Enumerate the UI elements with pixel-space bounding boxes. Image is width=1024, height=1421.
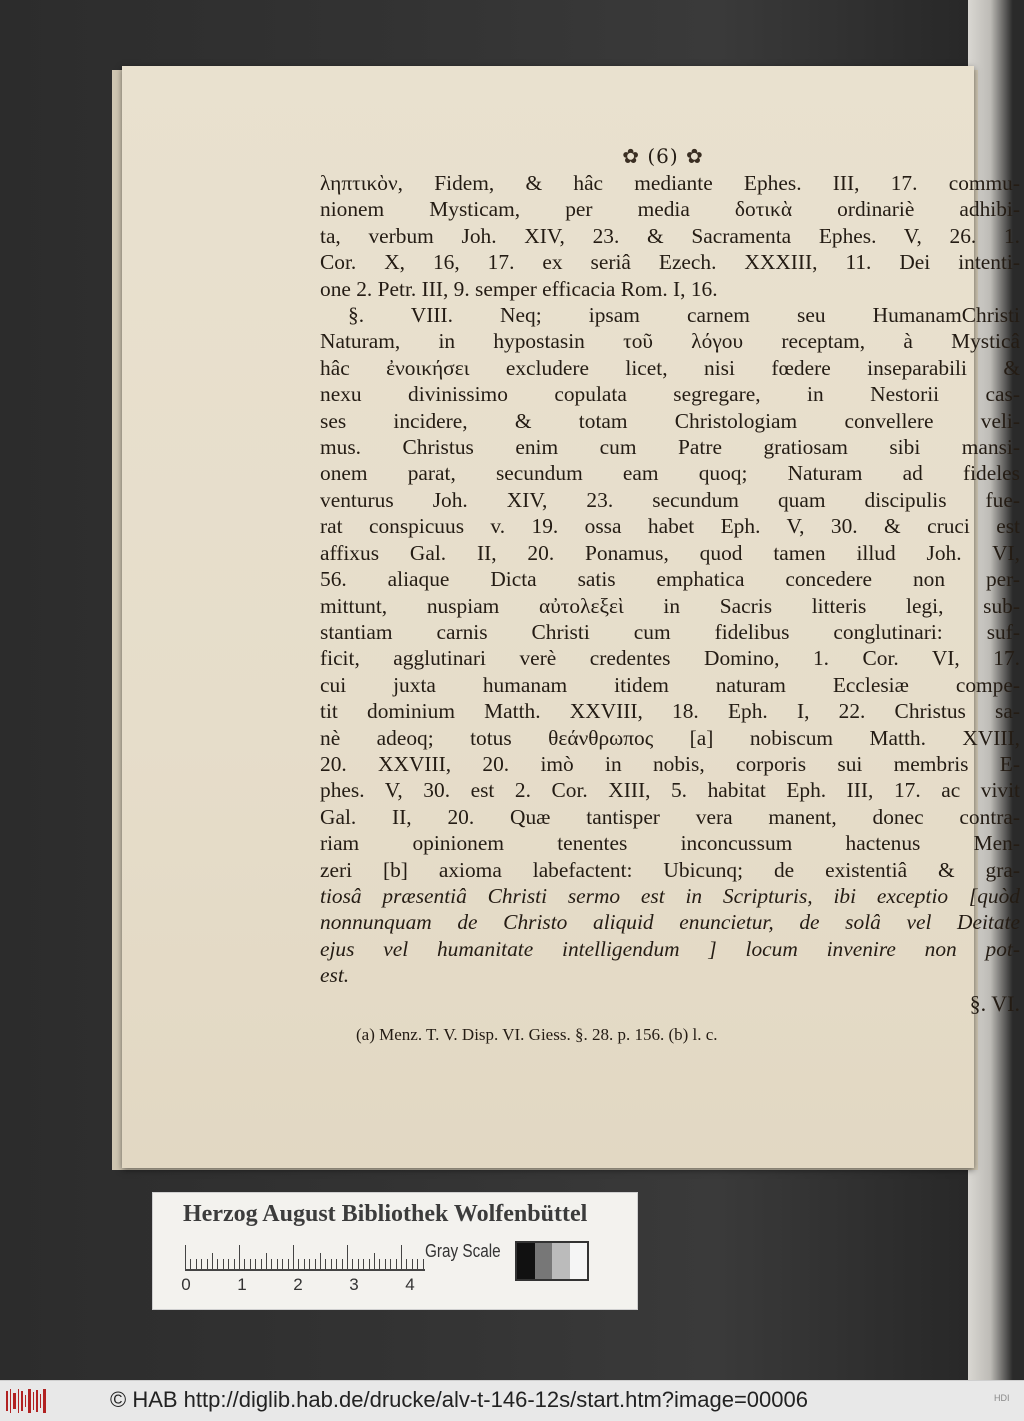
- ruler-tick: [342, 1259, 343, 1269]
- grayscale-swatches: [515, 1241, 589, 1281]
- text-line: tiosâ præsentiâ Christi sermo est in Scripturis, ibi exceptio [quòd: [320, 883, 1020, 908]
- text-line: phes. V, 30. est 2. Cor. XIII, 5. habitat Eph. III, 17. ac vivit: [320, 778, 1020, 803]
- ruler-tick: [293, 1245, 294, 1269]
- ruler-tick: [185, 1245, 186, 1269]
- text-line: tit dominium Matth. XXVIII, 18. Eph. I, 22. Christus sa-: [320, 699, 1020, 724]
- text-line: nexu divinissimo copulata segregare, in Nestorii cas-: [320, 382, 1020, 407]
- ruler-tick: [315, 1259, 316, 1269]
- ruler-tick: [331, 1259, 332, 1269]
- ruler-label: 1: [237, 1275, 247, 1294]
- ruler-tick: [379, 1259, 380, 1269]
- gray-swatch: [517, 1243, 535, 1279]
- ruler-tick: [423, 1259, 424, 1269]
- ruler-tick: [369, 1259, 370, 1269]
- ruler-tick: [207, 1259, 208, 1269]
- gray-swatch: [535, 1243, 553, 1279]
- ruler-label: 4: [405, 1275, 415, 1294]
- ruler-tick: [347, 1245, 348, 1269]
- text-line: nionem Mysticam, per media δοτικὰ ordinariè adhibi-: [320, 197, 1020, 222]
- text-line: Cor. X, 16, 17. ex seriâ Ezech. XXXIII, 11. Dei intenti-: [320, 250, 1020, 275]
- ruler-tick: [390, 1259, 391, 1269]
- text-line: one 2. Petr. III, 9. semper efficacia Rom. I, 16.: [320, 276, 718, 301]
- text-line: rat conspicuus v. 19. ossa habet Eph. V, 30. & cruci est: [320, 514, 1020, 539]
- text-line: riam opinionem tenentes inconcussum hactenus Men-: [320, 831, 1020, 856]
- ruler-tick: [190, 1259, 191, 1269]
- ruler-tick: [374, 1253, 375, 1269]
- ruler-tick: [417, 1259, 418, 1269]
- ruler-tick: [396, 1259, 397, 1269]
- ruler-label: 0: [181, 1275, 191, 1294]
- text-line: ses incidere, & totam Christologiam convellere veli-: [320, 408, 1020, 433]
- ruler-tick: [406, 1259, 407, 1269]
- text-line: cui juxta humanam itidem naturam Ecclesiæ compe-: [320, 672, 1020, 697]
- text-line: mus. Christus enim cum Patre gratiosam sibi mansi-: [320, 435, 1020, 460]
- text-line: ta, verbum Joh. XIV, 23. & Sacramenta Ephes. V, 26. 1.: [320, 223, 1020, 248]
- text-line: nè adeoq; totus θεάνθρωπος [a] nobiscum Matth. XVIII,: [320, 725, 1020, 750]
- text-line: hâc ἐνοικήσει excludere licet, nisi fœdere inseparabili &: [320, 355, 1020, 380]
- text-line: mittunt, nuspiam αὐτολεξεὶ in Sacris litteris legi, sub-: [320, 593, 1020, 618]
- book-page: [122, 66, 1020, 1168]
- ruler-tick: [266, 1253, 267, 1269]
- ruler-tick: [288, 1259, 289, 1269]
- text-line: ληπτικὸν, Fidem, & hâc mediante Ephes. III, 17. commu-: [320, 171, 1020, 195]
- text-line: Naturam, in hypostasin τοῦ λόγου receptam, à Mysticâ: [320, 329, 1020, 354]
- page-text-block: [320, 144, 1020, 1045]
- text-line: ficit, agglutinari verè credentes Domino, 1. Cor. VI, 17.: [320, 646, 1020, 671]
- text-lines: [320, 170, 1020, 989]
- ruler-tick: [336, 1259, 337, 1269]
- flower-ornament-icon: ✿: [686, 144, 704, 168]
- text-line: zeri [b] axioma labefactent: Ubicunq; de existentiâ & gra-: [320, 857, 1020, 882]
- ruler-tick: [363, 1259, 364, 1269]
- ruler-tick: [201, 1259, 202, 1269]
- page-number: (6): [647, 144, 679, 168]
- ruler-labels: [179, 1275, 439, 1297]
- footnote: (a) Menz. T. V. Disp. VI. Giess. §. 28. p. 156. (b) l. c.: [356, 1024, 718, 1044]
- text-line: nonnunquam de Christo aliquid enuncietur, de solâ vel Deitate: [320, 910, 1020, 935]
- ruler-tick: [385, 1259, 386, 1269]
- ruler-label: 3: [349, 1275, 359, 1294]
- catchword: §. VI.: [969, 990, 1020, 1016]
- ruler-tick: [412, 1259, 413, 1269]
- ruler-tick: [244, 1259, 245, 1269]
- ruler-tick: [255, 1259, 256, 1269]
- text-line: affixus Gal. II, 20. Ponamus, quod tamen illud Joh. VI,: [320, 540, 1020, 565]
- ruler-tick: [228, 1259, 229, 1269]
- page-header: [408, 144, 918, 168]
- copyright-url[interactable]: © HAB http://diglib.hab.de/drucke/alv-t-146-12s/start.htm?image=00006: [110, 1387, 808, 1412]
- footer-bar: [0, 1380, 1024, 1421]
- ruler-tick: [358, 1259, 359, 1269]
- gray-swatch: [552, 1243, 570, 1279]
- text-line: ejus vel humanitate intelligendum ] locum invenire non pot-: [320, 936, 1020, 961]
- ruler-tick: [309, 1259, 310, 1269]
- text-line: venturus Joh. XIV, 23. secundum quam discipulis fue-: [320, 487, 1020, 512]
- ruler-tick: [282, 1259, 283, 1269]
- ruler-tick: [320, 1253, 321, 1269]
- ruler-tick: [352, 1259, 353, 1269]
- ruler-tick: [325, 1259, 326, 1269]
- text-line: Gal. II, 20. Quæ tantisper vera manent, donec contra-: [320, 804, 1020, 829]
- ruler-tick: [234, 1259, 235, 1269]
- gray-swatch: [570, 1243, 588, 1279]
- scale-ruler: [185, 1245, 425, 1271]
- text-line: 20. XXVIII, 20. imò in nobis, corporis sui membris E-: [320, 751, 1020, 776]
- ruler-tick: [217, 1259, 218, 1269]
- flower-ornament-icon: ✿: [622, 144, 640, 168]
- text-line: est.: [320, 963, 350, 988]
- ruler-tick: [304, 1259, 305, 1269]
- text-line: onem parat, secundum eam quoq; Naturam ad fideles: [320, 461, 1020, 486]
- color-scale-card: [152, 1192, 638, 1310]
- ruler-tick: [196, 1259, 197, 1269]
- ruler-tick: [212, 1253, 213, 1269]
- grayscale-label: Gray Scale: [425, 1241, 501, 1261]
- ruler-tick: [277, 1259, 278, 1269]
- ruler-label: 2: [293, 1275, 303, 1294]
- ruler-tick: [271, 1259, 272, 1269]
- ruler-tick: [223, 1259, 224, 1269]
- ruler-tick: [239, 1245, 240, 1269]
- footer-mark: HDI: [994, 1393, 1010, 1403]
- text-line: §. VIII. Neq; ipsam carnem seu HumanamChristi: [348, 303, 1020, 328]
- text-line: 56. aliaque Dicta satis emphatica concedere non per-: [320, 567, 1020, 592]
- ruler-tick: [401, 1245, 402, 1269]
- ruler-tick: [250, 1259, 251, 1269]
- text-line: stantiam carnis Christi cum fidelibus conglutinari: suf-: [320, 619, 1020, 644]
- library-name: Herzog August Bibliothek Wolfenbüttel: [183, 1201, 588, 1227]
- ruler-tick: [261, 1259, 262, 1269]
- ruler-tick: [298, 1259, 299, 1269]
- barcode-icon: [6, 1387, 48, 1415]
